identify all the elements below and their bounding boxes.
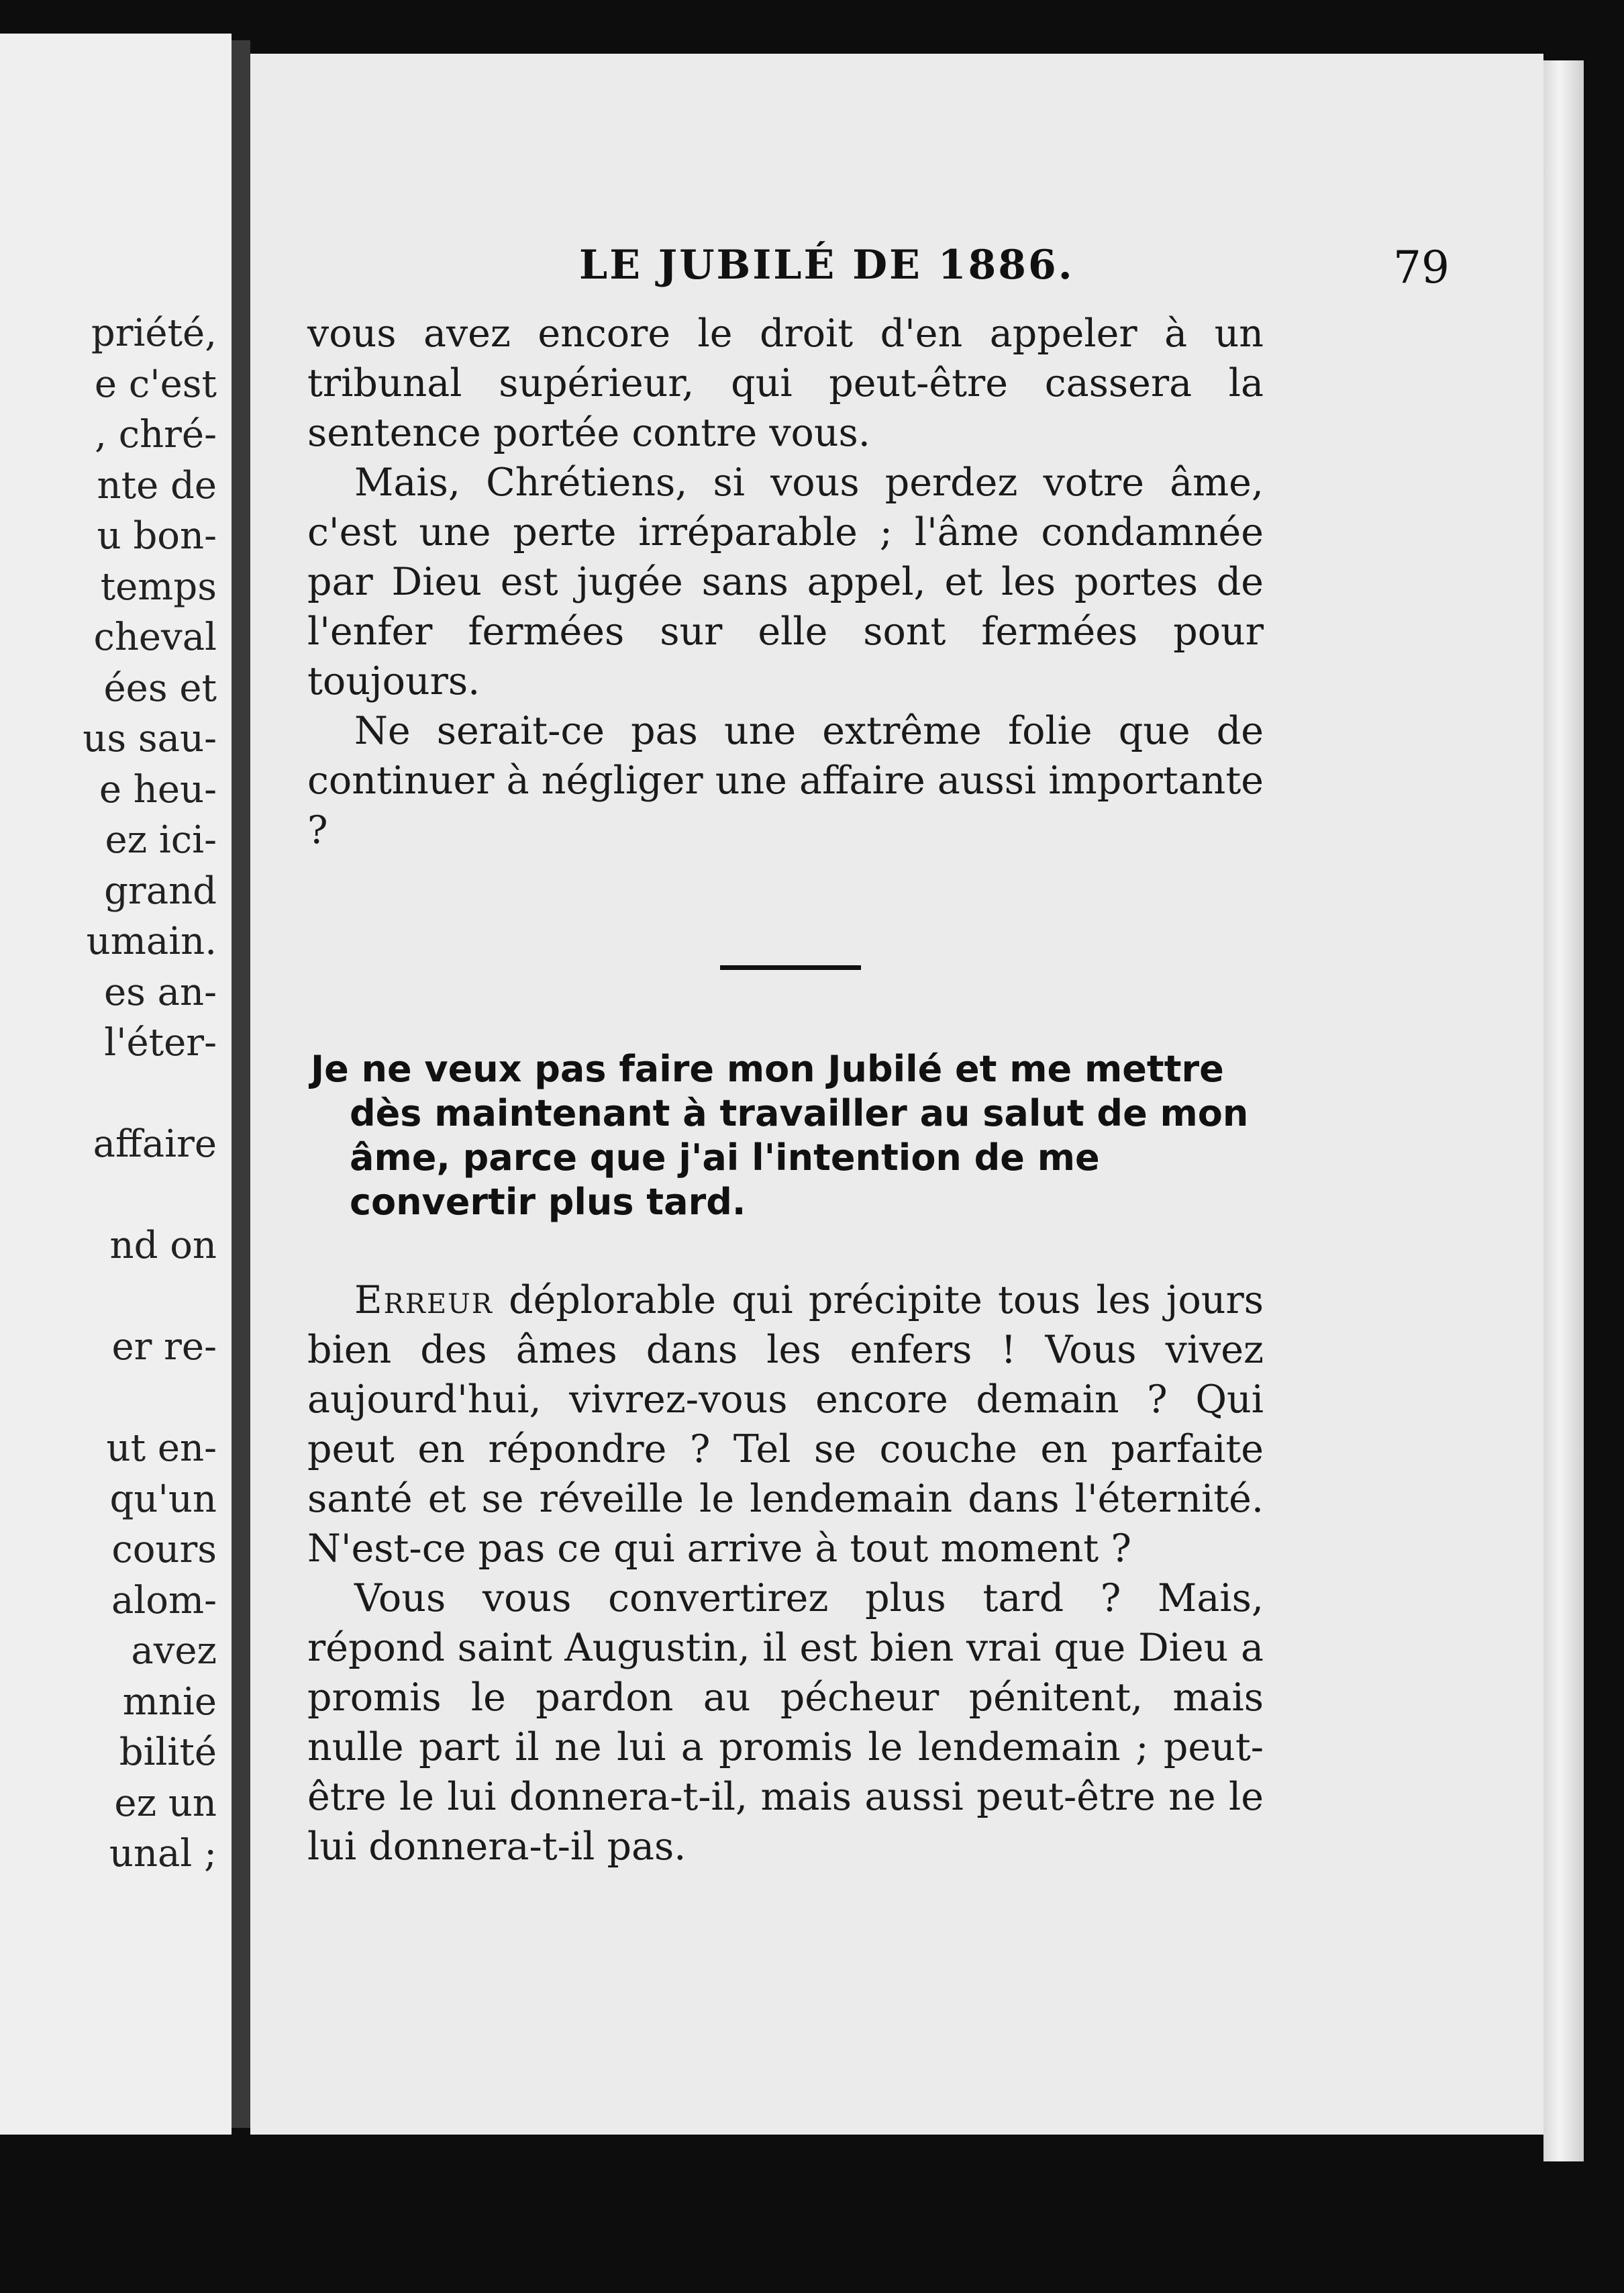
paragraph: Mais, Chrétiens, si vous perdez votre âme, c'est une perte irréparable ; l'âme condamnée par Dieu est jugée sans appel, et les portes de l'enfer fermées sur elle sont fermées pour toujours. [307,460,1264,703]
facing-page-line: grand [104,869,217,913]
facing-page-line: umain. [86,920,217,963]
facing-page-line: ez ici- [105,818,217,862]
facing-page-line: ut en- [106,1426,217,1470]
lead-word: Erreur [354,1278,493,1322]
facing-page-line: cours [111,1528,217,1571]
paragraph [307,1275,1264,1573]
facing-page-line: affaire [93,1122,217,1166]
page-edge [1543,60,1584,2161]
paragraph-text: déplorable qui précipite tous les jours bien des âmes dans les enfers ! Vous vivez aujourd'hui, vivrez-vous encore demain ? Qui peut en répondre ? Tel se couche en parfaite santé et se réveille le lendemain dans l'éternité. N'est-ce pas ce qui arrive à tout moment ? [307,1278,1264,1571]
facing-page-line: e heu- [99,767,217,812]
page-number: 79 [1393,242,1450,293]
facing-page-line: l'éter- [104,1021,217,1065]
facing-page-line: nte de [97,463,217,507]
facing-page-line: ées et [103,666,217,710]
facing-page-line: , chré- [95,413,217,456]
body-text-answer [307,1275,1264,1871]
facing-page-line: priété, [91,311,217,355]
running-title: LE JUBILÉ DE 1886. [579,242,1074,289]
facing-page-line: temps [100,565,217,609]
paragraph: Vous vous convertirez plus tard ? Mais, répond saint Augustin, il est bien vrai que Dieu a promis le pardon au pécheur pénitent, mais nulle part il ne lui a promis le lendemain ; peut-être le lui donnera-t-il, mais aussi peut-être ne le lui donnera-t-il pas. [307,1576,1264,1869]
facing-page-line: nd on [109,1224,217,1267]
facing-page-line: qu'un [109,1477,217,1521]
facing-page-line: e c'est [94,362,217,406]
facing-page-line: cheval [93,616,217,659]
paragraph: Ne serait-ce pas une extrême folie que de continuer à négliger une affaire aussi importante ? [307,709,1264,852]
facing-page-line: u bon- [97,514,217,558]
question-heading: Je ne veux pas faire mon Jubilé et me mettre dès maintenant à travailler au salut de mon âme, parce que j'ai l'intention de me convertir plus tard. [311,1048,1249,1223]
facing-page-line: us sau- [83,717,217,761]
body-text-top [307,309,1264,855]
book-page [250,54,1543,2135]
page-header [250,230,1543,297]
facing-page-line: alom- [111,1578,217,1622]
facing-page-fragment [0,34,232,2135]
facing-page-line: mnie [122,1679,217,1724]
section-separator-rule [720,965,861,970]
book-gutter [232,40,250,2128]
facing-page-line: er re- [111,1325,217,1369]
facing-page-line: avez [131,1629,217,1673]
paragraph: vous avez encore le droit d'en appeler à un tribunal supérieur, qui peut-être cassera la sentence portée contre vous. [307,311,1264,455]
facing-page-line: ez un [114,1781,217,1825]
facing-page-line: es an- [103,970,217,1014]
facing-page-line: bilité [119,1730,217,1774]
facing-page-line: unal ; [109,1832,217,1875]
